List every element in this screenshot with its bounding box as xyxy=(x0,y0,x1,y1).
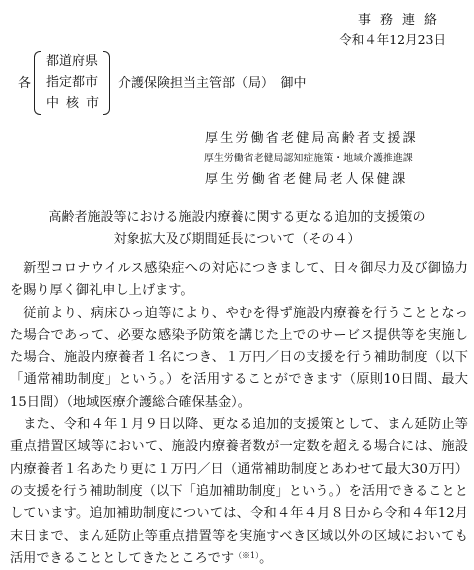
sender-elderly-health-division: 厚生労働省老健局老人保健課 xyxy=(205,172,408,187)
additional-subsidy-end: 。 xyxy=(259,550,273,566)
addressee-prefectures: 都道府県 xyxy=(46,54,99,69)
recipient-department: 介護保険担当主管部（局） 御中 xyxy=(118,76,307,91)
body-paragraph-standard-subsidy: 従前より、病床ひっ迫等により、やむを得ず施設内療養を行うこととなった場合であって、必要な感染予防策を講じた上でのサービス提供等を実施した場合、施設内療養者１名につき、１万円／日の支援を行う補助制度（以下「通常補助制度」という。）を活用することができます（原則10日間、最大15日間）（地域医療介護総合確保基金）。 xyxy=(10,305,468,410)
addressee-designated-cities: 指定都市 xyxy=(46,75,99,90)
body-paragraph-greeting: 新型コロナウイルス感染症への対応につきまして、日々御尽力及び御協力を賜り厚く御礼申し上げます。 xyxy=(10,261,468,299)
addressee-core-cities: 中核市 xyxy=(46,96,107,111)
sender-dementia-policy-division: 厚生労働省老健局認知症施策・地域介護推進課 xyxy=(204,153,413,164)
footnote-ref-1: （※1） xyxy=(234,550,260,560)
document-type: 事務連絡 xyxy=(357,13,446,28)
sender-elderly-support-division: 厚生労働省老健局高齢者支援課 xyxy=(205,131,418,146)
body-paragraph-additional-subsidy xyxy=(10,414,468,570)
additional-subsidy-text: また、令和４年１月９日以降、更なる追加的支援策として、まん延防止等重点措置区域等において、施設内療養者数が一定数を超える場合には、施設内療養者１名あたり更に１万円／日（通常補助制度とあわせて最大30万円）の支援を行う補助制度（以下「追加補助制度」という。）を活用できることとしています。追加補助制度については、令和４年４月８日から令和４年12月末日まで、まん延防止等重点措置等を実施すべき区域以外の区域においても活用できることとしてきたところです xyxy=(10,417,468,566)
document-title-line2: 対象拡大及び期間延長について（その４） xyxy=(113,232,361,247)
document-date: 令和４年12月23日 xyxy=(339,32,446,47)
document-body xyxy=(10,258,468,570)
addressee-prefix: 各 xyxy=(18,76,32,91)
document-title-line1: 高齢者施設等における施設内療養に関する更なる追加的支援策の xyxy=(48,210,426,225)
